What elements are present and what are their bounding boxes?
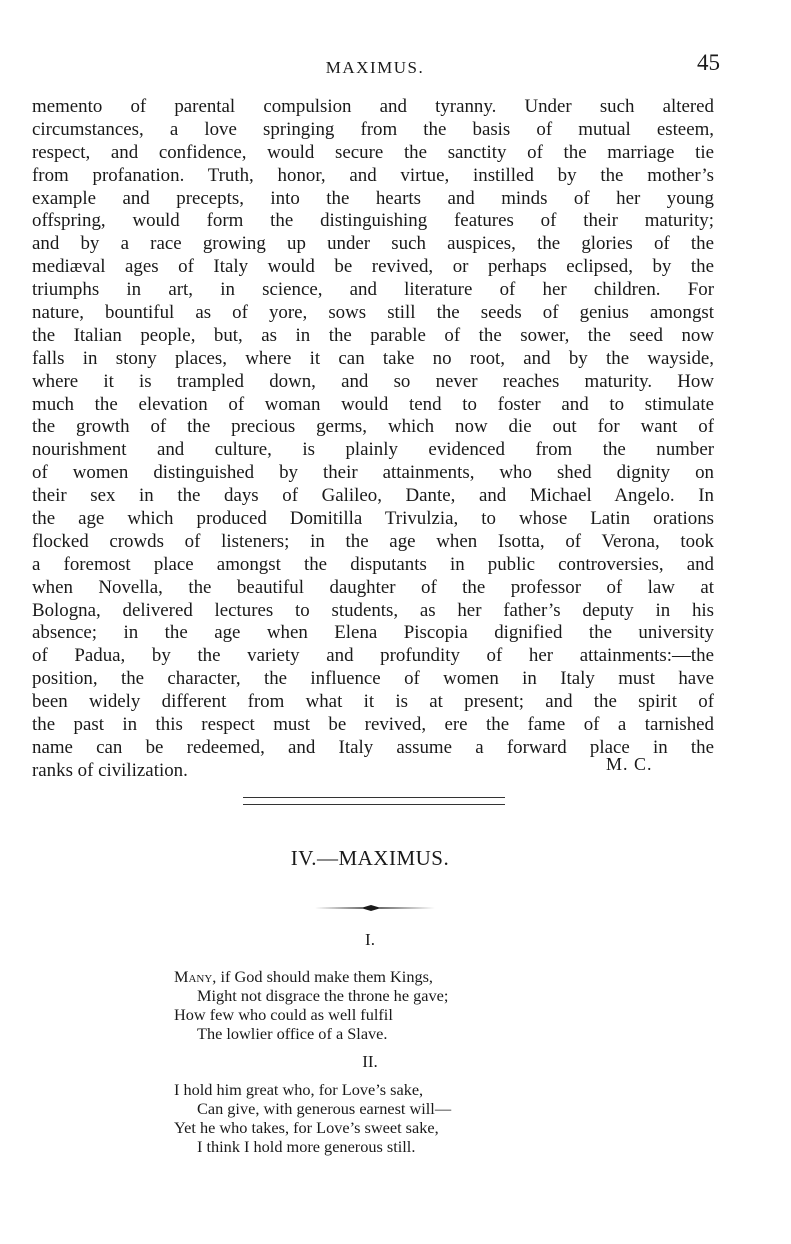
section-heading: IV.—MAXIMUS. — [290, 846, 450, 870]
body-line: offspring, would form the distinguishing features of their maturity; — [32, 210, 714, 232]
body-line: ranks of civilization. — [32, 759, 188, 781]
poem-line: How few who could as well fulfil — [174, 1005, 393, 1024]
body-line: position, the character, the influence of women in Italy must have — [32, 668, 714, 690]
author-signature: M. C. — [606, 754, 653, 774]
poem-line: Might not disgrace the throne he gave; — [197, 986, 449, 1005]
body-line: been widely different from what it is at present; and the spirit of — [32, 691, 714, 713]
body-line: the past in this respect must be revived, ere the fame of a tarnished — [32, 714, 714, 736]
stanza — [174, 1080, 594, 1156]
body-line: absence; in the age when Elena Piscopia dignified the university — [32, 622, 714, 644]
body-line: the growth of the precious germs, which now die out for want of — [32, 416, 714, 438]
poem-line-text: if God should make them Kings, — [220, 967, 434, 986]
body-line: of women distinguished by their attainments, who shed dignity on — [32, 462, 714, 484]
body-line: example and precepts, into the hearts and minds of her young — [32, 187, 714, 209]
body-line: Bologna, delivered lectures to students, as her father’s deputy in his — [32, 599, 714, 621]
poem-line: I think I hold more generous still. — [197, 1137, 416, 1156]
poem-first-word: Many, — [174, 967, 217, 986]
section-divider — [243, 797, 505, 805]
poem-line — [174, 967, 594, 986]
poem-line: Yet he who takes, for Love’s sweet sake, — [174, 1118, 439, 1137]
body-line: their sex in the days of Galileo, Dante, and Michael Angelo. In — [32, 485, 714, 507]
page-number: 45 — [697, 50, 720, 75]
body-line: the age which produced Domitilla Trivulzia, to whose Latin orations — [32, 508, 714, 530]
body-line: and by a race growing up under such auspices, the glories of the — [32, 233, 714, 255]
stanza-number: I. — [365, 930, 375, 949]
body-line: a foremost place amongst the disputants in public controversies, and — [32, 553, 714, 575]
body-line: from profanation. Truth, honor, and virtue, instilled by the mother’s — [32, 164, 714, 186]
body-line: respect, and confidence, would secure the sanctity of the marriage tie — [32, 141, 714, 163]
body-line: of Padua, by the variety and profundity of her attainments:—the — [32, 645, 714, 667]
running-head — [30, 50, 720, 80]
body-line: nature, bountiful as of yore, sows still the seeds of genius amongst — [32, 302, 714, 324]
stanza — [174, 967, 594, 1043]
body-line: where it is trampled down, and so never reaches maturity. How — [32, 370, 714, 392]
ornament-rule-icon — [315, 904, 435, 912]
body-line: name can be redeemed, and Italy assume a forward place in the — [32, 736, 714, 758]
poem-line: I hold him great who, for Love’s sake, — [174, 1080, 424, 1099]
body-line: the Italian people, but, as in the parable of the sower, the seed now — [32, 324, 714, 346]
body-line: circumstances, a love springing from the basis of mutual esteem, — [32, 118, 714, 140]
body-line: triumphs in art, in science, and literature of her children. For — [32, 279, 714, 301]
running-title: MAXIMUS. — [325, 58, 425, 77]
poem-line: Can give, with generous earnest will— — [197, 1099, 452, 1118]
body-line: flocked crowds of listeners; in the age when Isotta, of Verona, took — [32, 530, 714, 552]
stanza-number: II. — [362, 1052, 378, 1071]
poem-line: The lowlier office of a Slave. — [197, 1024, 388, 1043]
body-line: mediæval ages of Italy would be revived, or perhaps eclipsed, by the — [32, 256, 714, 278]
body-line: memento of parental compulsion and tyranny. Under such altered — [32, 96, 714, 117]
body-line: nourishment and culture, is plainly evidenced from the number — [32, 439, 714, 461]
body-line: falls in stony places, where it can take no root, and by the wayside, — [32, 347, 714, 369]
body-line: when Novella, the beautiful daughter of the professor of law at — [32, 576, 714, 598]
body-line: much the elevation of woman would tend to foster and to stimulate — [32, 393, 714, 415]
essay-body — [32, 96, 714, 783]
